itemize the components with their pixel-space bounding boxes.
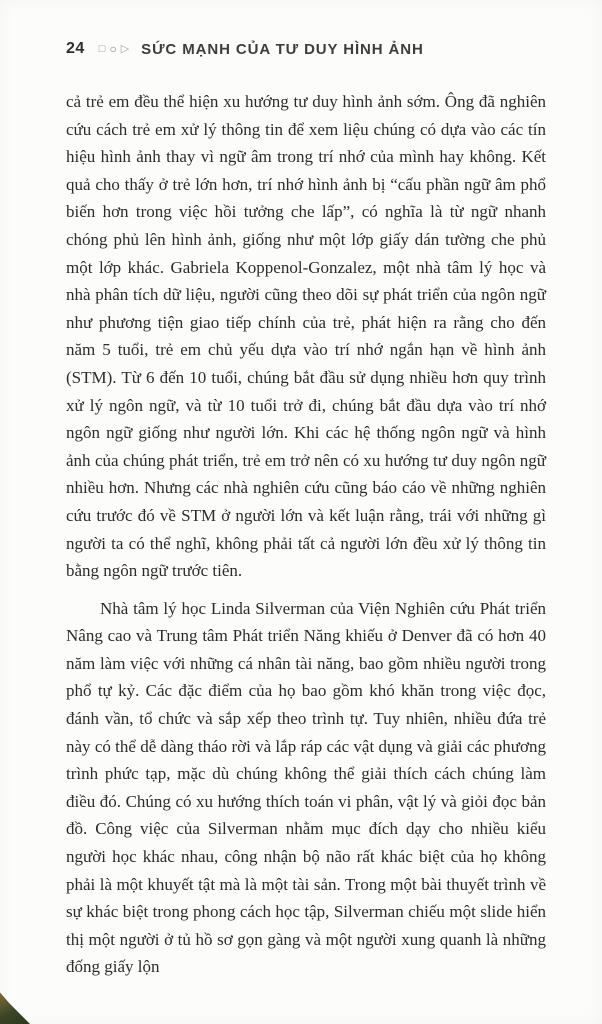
circle-icon: ○ (109, 42, 117, 56)
page-header (66, 40, 546, 58)
page-corner-decoration (0, 980, 30, 1024)
page-body (66, 88, 546, 981)
triangle-right-icon: ▷ (120, 42, 130, 55)
header-ornaments (99, 43, 129, 55)
running-title: SỨC MẠNH CỦA TƯ DUY HÌNH ẢNH (141, 40, 424, 58)
page-number: 24 (66, 40, 85, 57)
square-icon: □ (98, 42, 106, 55)
paragraph: cả trẻ em đều thể hiện xu hướng tư duy hình ảnh sớm. Ông đã nghiên cứu cách trẻ em xử lý thông tin để xem liệu chúng có dựa vào các tín hiệu hình ảnh thay vì ngữ âm trong trí nhớ của mình hay không. Kết quả cho thấy ở trẻ lớn hơn, trí nhớ hình ảnh bị “cấu phần ngữ âm phổ biến hơn trong việc hồi tưởng che lấp”, có nghĩa là từ ngữ nhanh chóng phủ lên hình ảnh, giống như một lớp giấy dán tường che phủ một lớp khác. Gabriela Koppenol-Gonzalez, một nhà tâm lý học và nhà phân tích dữ liệu, người cũng theo dõi sự phát triển của ngôn ngữ như phương tiện giao tiếp chính của trẻ, phát hiện ra rằng cho đến năm 5 tuổi, trẻ em chủ yếu dựa vào trí nhớ ngắn hạn về hình ảnh (STM). Từ 6 đến 10 tuổi, chúng bắt đầu sử dụng nhiều hơn quy trình xử lý ngôn ngữ, và từ 10 tuổi trở đi, chúng bắt đầu dựa vào trí nhớ ngôn ngữ giống như người lớn. Khi các hệ thống ngôn ngữ và hình ảnh của chúng phát triển, trẻ em trở nên có xu hướng tư duy ngôn ngữ nhiều hơn. Nhưng các nhà nghiên cứu cũng báo cáo về những nghiên cứu trước đó về STM ở người lớn và kết luận rằng, trái với những gì người ta có thể nghĩ, không phải tất cả người lớn đều xử lý thông tin bằng ngôn ngữ trước tiên. (66, 92, 546, 581)
paragraph: Nhà tâm lý học Linda Silverman của Viện Nghiên cứu Phát triển Nâng cao và Trung tâm Phát triển Năng khiếu ở Denver đã có hơn 40 năm làm việc với những cá nhân tài năng, bao gồm nhiều người trong phổ tự kỷ. Các đặc điểm của họ bao gồm khó khăn trong việc đọc, đánh vần, tổ chức và sắp xếp theo trình tự. Tuy nhiên, nhiều đứa trẻ này có thể dễ dàng tháo rời và lắp ráp các vật dụng và giải các phương trình phức tạp, mặc dù chúng không thể giải thích cách chúng làm điều đó. Chúng có xu hướng thích toán vi phân, vật lý và giỏi đọc bản đồ. Công việc của Silverman nhằm mục đích dạy cho nhiều kiểu người học khác nhau, công nhận bộ não rất khác biệt của họ không phải là một khuyết tật mà là một tài sản. Trong một bài thuyết trình về sự khác biệt trong phong cách học tập, Silverman chiếu một slide hiển thị một người ở tủ hồ sơ gọn gàng và một người xung quanh là những đống giấy lộn (66, 598, 546, 977)
